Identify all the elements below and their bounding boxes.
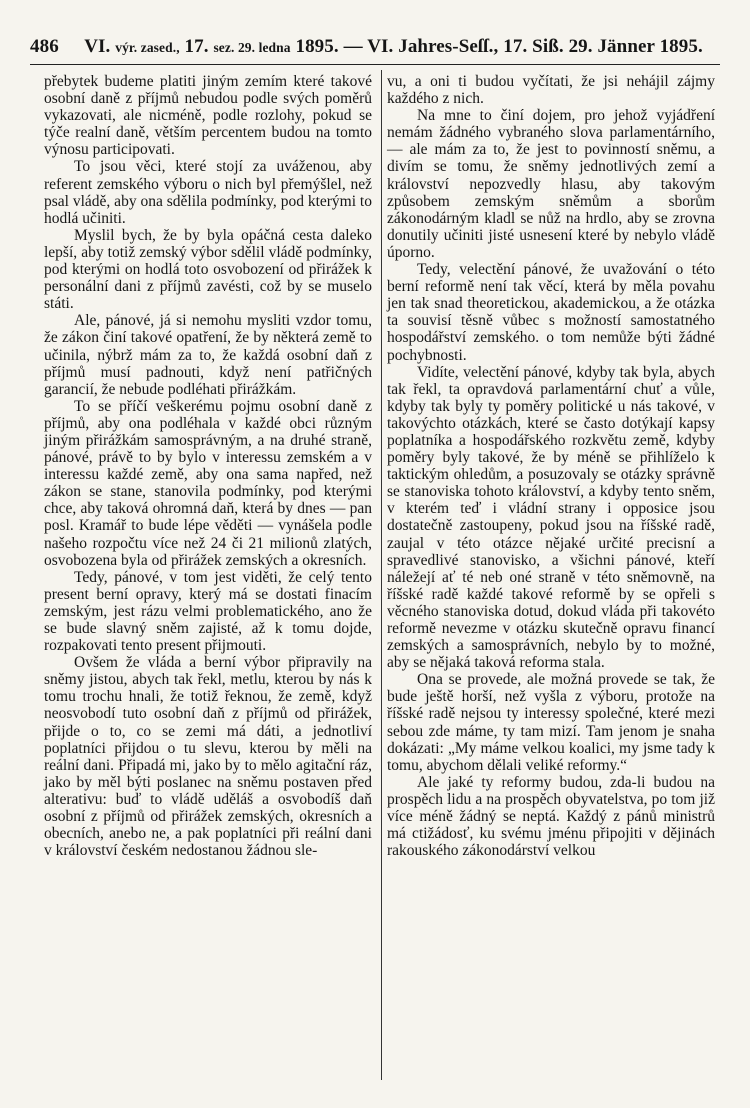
paragraph: přebytek budeme platiti jiným zemím které takové osobní daně z příjmů nebudou podle svých poměrů vykazovati, ale nicméně, podle rozlohy, pokud se týče realní daně, větším percentem budou na tomto výnosu participovati. xyxy=(44,73,372,159)
paragraph: Vidíte, velectění pánové, kdyby tak byla, abych tak řekl, ta opravdová parlamentární chuť a vůle, kdyby tak byly ty poměry politické u nás takové, v takovýchto otázkách, které se často dotýkají kapsy poplatníka a hospodářského rozkvětu země, kdyby poměry byly takové, že by méně se přihlíželo k taktickým ohledům, a posuzovaly se otázky správně se stanoviska tohoto království, a kdyby tento sněm, v kterém teď i vládní strany i opposice jsou dostatečně zastoupeny, pokud jsou na říšské radě, zaujal v této otázce nějaké určité precisní a spravedlivé stanovisko, a všichni pánové, kteří náležejí ať té neb oné straně v této sněmovně, na říšské radě každé takové reformě by se opřeli s věcného stanoviska dotud, dokud vláda při takovéto reformě nevezme v otázku skutečně opravu financí zemských a samosprávních, nebylo by to možné, aby se nějaká taková reforma stala. xyxy=(387,363,715,672)
left-column xyxy=(44,73,372,859)
paragraph: Ovšem že vláda a berní výbor připravily na sněmy jistou, abych tak řekl, metlu, kterou by nás k tomu trochu hnali, že totiž řeknou, že země, když neosvobodí tuto osobní daň z příjmů od přirážek, přijde o to, co se zemi má dáti, a jednotliví poplatníci přijdou o tu slevu, kterou by měli na reální dani. Připadá mi, jako by to mělo agitační ráz, jako by měl býti poslanec na sněmu postaven před alterativu: buď to vládě uděláš a osvobodíš daň osobní z příjmů od přirážek zemských, okresních a obecních, anebo ne, a pak poplatníci při reální dani v království českém nedostanou žádnou sle- xyxy=(44,654,372,860)
paragraph: Ale jaké ty reformy budou, zda-li budou na prospěch lidu a na prospěch obyvatelstva, po tom již více méně žádný se neptá. Každý z pánů ministrů má ctižádosť, ku svému jménu připojiti v dějinách rakouského zákonodárství velkou xyxy=(387,773,715,860)
paragraph: Ona se provede, ale možná provede se tak, že bude ještě horší, než vyšla z výboru, protože na říšské radě nejsou ty interessy společné, které mezi sebou zde máme, ty tam mizí. Tam jenom je snaha dokázati: „My máme velkou koalici, my jsme tady k tomu, abychom dělali veliké reformy.“ xyxy=(387,671,715,774)
header-rule xyxy=(30,64,720,65)
right-column xyxy=(387,73,715,859)
year-cz: 1895. xyxy=(295,36,339,57)
paragraph: Tedy, pánové, v tom jest viděti, že celý tento present berní opravy, který má se dostati finacím zemským, jest rázu velmi problematického, ano že se bude slavný sněm zajisté, až k tomu dojde, rozpakovati tento present přijmouti. xyxy=(44,568,372,655)
paragraph: To se příčí veškerému pojmu osobní daně z příjmů, aby ona podléhala v každé obci různým jiným přirážkám samosprávným, a na druhé straně, pánové, právě to by bylo v interessu zemském a v interessu každé země, aby ona sama napřed, než zákon se stane, stanovila podmínky, pod kterými chce, aby taková ohromná daň, která by dnes — pan posl. Kramář to bude lépe věděti — vynášela podle našeho rozpočtu více než 24 či 21 milionů zlatých, osvobozena byla od přirážek zemských a okresních. xyxy=(44,397,372,569)
session-label-cz: výr. zased., xyxy=(115,40,180,55)
paragraph: Na mne to činí dojem, pro jehož vyjádření nemám žádného vybraného slova parlamentárního, — ale mám za to, že jest to povinností sněmu, a divím se tomu, že sněmy jednotlivých zemí a království nepozvedly hlasu, aby takovým způsobem zemským sněmům a sborům zákonodárným kladl se nůž na hrdlo, aby se zrovna donutily učiniti jisté usnesení které by nebylo vládě úporno. xyxy=(387,107,715,261)
sitting-number-cz: 17. xyxy=(184,36,209,57)
paragraph: Ale, pánové, já si nemohu mysliti vzdor tomu, že zákon činí takové opatření, že by některá země to učinila, nýbrž mám za to, že každá osobní daň z příjmů musí padnouti, když není patřičných garancií, že nebude podléhati přirážkám. xyxy=(44,312,372,398)
session-number-cz: VI. xyxy=(84,36,111,57)
column-divider xyxy=(381,70,382,1080)
header-dash: — xyxy=(343,36,363,57)
paragraph: Tedy, velectění pánové, že uvažování o této berní reformě není tak věcí, která by měla povahu jen tak snad theoretickou, akademickou, a že otázka ta souvisí těsně vůbec s možností samostatného hospodářství zemského. o tom nemůže býti žádné pochybnosti. xyxy=(387,261,715,364)
page-number: 486 xyxy=(30,36,59,57)
paragraph: Myslil bych, že by byla opáčná cesta daleko lepší, aby totiž zemský výbor sdělil vládě podmínky, pod kterými on hodlá toto osvobození od přirážek k personální dani z příjmů zavésti, což by se muselo státi. xyxy=(44,226,372,313)
running-header xyxy=(30,36,720,58)
paragraph: To jsou věci, které stojí za uváženou, aby referent zemského výboru o nich byl přemýšlel, než psal vládě, aby ona sdělila podmínky, pod kterými to hodlá učiniti. xyxy=(44,158,372,227)
paragraph: vu, a oni ti budou vyčítati, že jsi nehájil zájmy každého z nich. xyxy=(387,73,715,108)
sitting-date-cz: sez. 29. ledna xyxy=(213,40,291,55)
sitting-date-de: 17. Siß. 29. Jänner 1895. xyxy=(503,36,703,57)
session-de: VI. Jahres-Seſſ., xyxy=(367,36,499,57)
